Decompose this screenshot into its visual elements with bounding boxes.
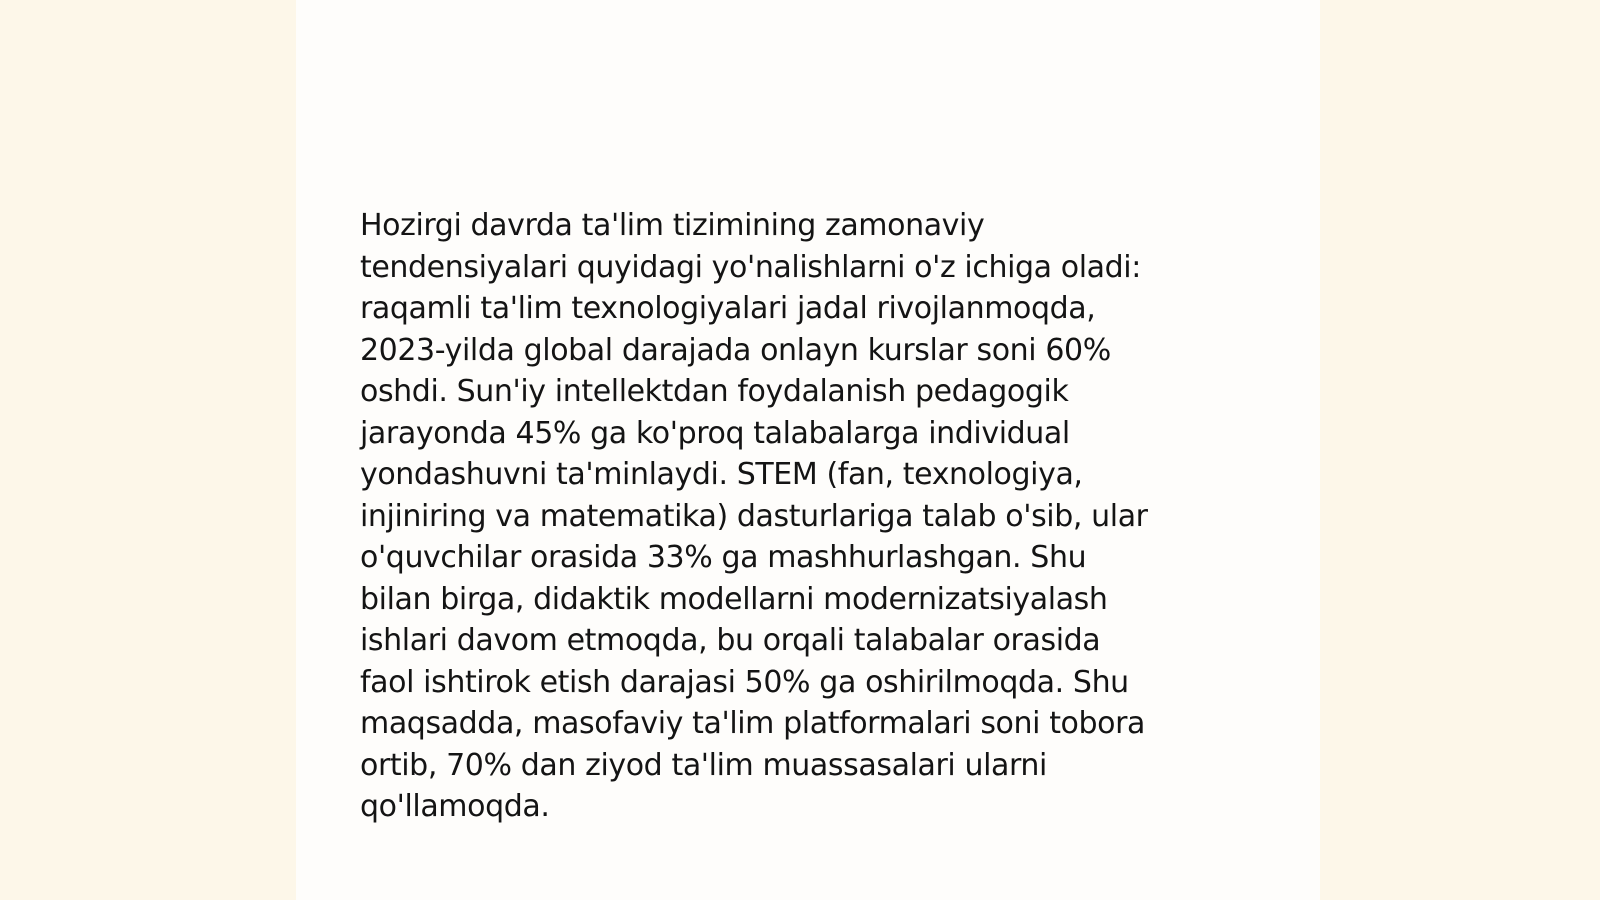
paragraph-line: oshdi. Sun'iy intellektdan foydalanish pedagogik — [360, 374, 1069, 409]
paragraph-line: jarayonda 45% ga ko'proq talabalarga individual — [360, 415, 1070, 451]
paragraph-line: injiniring va matematika) dasturlariga talab o'sib, ular — [360, 498, 1148, 534]
paragraph-line: qo'llamoqda. — [360, 789, 550, 824]
body-paragraph — [360, 205, 1260, 828]
paragraph-line: o'quvchilar orasida 33% ga mashhurlashgan. Shu — [360, 540, 1087, 575]
paragraph-line: ishlari davom etmoqda, bu orqali talabalar orasida — [360, 623, 1101, 658]
paragraph-line: faol ishtirok etish darajasi 50% ga oshirilmoqda. Shu — [360, 664, 1129, 700]
paragraph-line: tendensiyalari quyidagi yo'nalishlarni o'z ichiga oladi: — [360, 249, 1141, 285]
paragraph-line: bilan birga, didaktik modellarni modernizatsiyalash — [360, 581, 1108, 617]
paragraph-line: raqamli ta'lim texnologiyalari jadal rivojlanmoqda, — [360, 291, 1096, 326]
paragraph-line: ortib, 70% dan ziyod ta'lim muassasalari ularni — [360, 747, 1047, 783]
document-page — [296, 0, 1320, 900]
paragraph-line: Hozirgi davrda ta'lim tizimining zamonaviy — [360, 208, 985, 243]
paragraph-line: 2023-yilda global darajada onlayn kurslar soni 60% — [360, 332, 1111, 368]
paragraph-line: maqsadda, masofaviy ta'lim platformalari soni tobora — [360, 706, 1146, 741]
paragraph-line: yondashuvni ta'minlaydi. STEM (fan, texnologiya, — [360, 457, 1083, 492]
